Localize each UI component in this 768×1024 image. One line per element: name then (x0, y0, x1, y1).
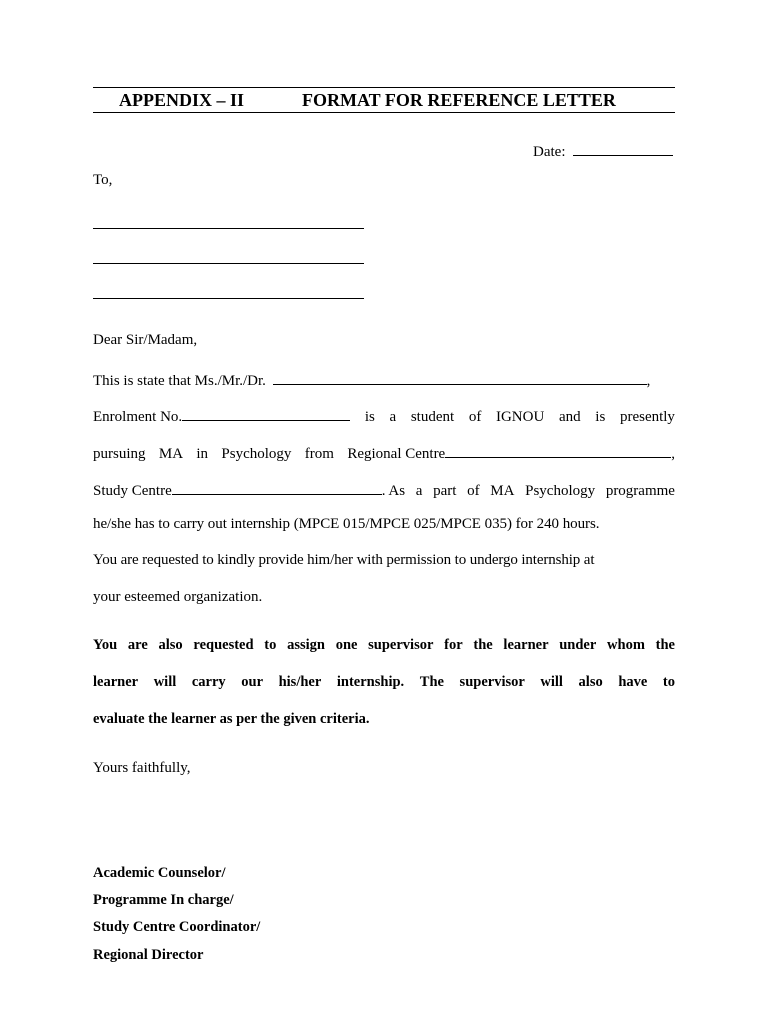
bold-word: supervisor (368, 637, 434, 653)
body-line-2-word: of (468, 409, 482, 425)
heading-top-rule (93, 87, 675, 88)
date-blank[interactable] (573, 141, 673, 156)
body-line-3-word: Psychology (221, 446, 292, 462)
bold-word: his/her (278, 674, 322, 690)
bold-word: our (241, 674, 263, 690)
body-line-2 (93, 406, 675, 426)
bold-word: You (93, 637, 118, 653)
body-line-1-suffix: , (646, 373, 651, 389)
bold-word: will (540, 674, 563, 690)
bold-word: have (618, 674, 648, 690)
body-line-4-word: programme (605, 483, 675, 499)
body-line-4-word: . As (381, 483, 406, 499)
body-line-2-word: is (595, 409, 606, 425)
regional-centre-blank[interactable] (445, 443, 671, 458)
study-centre-blank[interactable] (172, 480, 382, 495)
name-blank[interactable] (273, 370, 647, 385)
appendix-label: APPENDIX – II (119, 90, 245, 110)
to-label: To, (93, 172, 113, 188)
salutation: Dear Sir/Madam, (93, 332, 198, 348)
enrolment-label: Enrolment No. (93, 409, 183, 425)
body-line-7: your esteemed organization. (93, 589, 263, 605)
heading-bottom-rule (93, 112, 675, 113)
bold-word: to (264, 637, 277, 653)
body-line-2-word: student (410, 409, 455, 425)
body-line-4-word: a (415, 483, 423, 499)
bold-paragraph-line-1 (93, 636, 675, 654)
bold-word: supervisor (459, 674, 525, 690)
page-title: FORMAT FOR REFERENCE LETTER (302, 90, 616, 110)
body-line-3-word: from (304, 446, 334, 462)
body-line-3-word: pursuing (93, 446, 146, 462)
bold-word: also (578, 674, 603, 690)
address-line-1[interactable] (93, 228, 364, 229)
bold-word: one (335, 637, 358, 653)
body-line-4-word: of (467, 483, 480, 499)
body-line-4-word: part (433, 483, 457, 499)
bold-word: assign (287, 637, 325, 653)
date-label: Date: (533, 144, 566, 160)
signatory-line: Academic Counselor/ (93, 865, 226, 881)
body-line-5: he/she has to carry out internship (MPCE 015/MPCE 025/MPCE 035) for 240 hours. (93, 516, 600, 532)
body-line-2-word: and (558, 409, 581, 425)
body-line-2-word: presently (619, 409, 675, 425)
body-line-3-word: Centre (405, 446, 446, 462)
page-heading (93, 89, 675, 111)
bold-word: internship. (336, 674, 405, 690)
bold-word: will (153, 674, 177, 690)
body-line-2-word: a (389, 409, 397, 425)
study-centre-label: Study Centre (93, 483, 172, 499)
body-line-3-word: Regional (347, 446, 402, 462)
enrolment-blank[interactable] (182, 406, 350, 421)
body-line-4 (93, 480, 675, 500)
bold-paragraph-line-3: evaluate the learner as per the given criteria. (93, 711, 370, 727)
body-line-2-word: is (364, 409, 375, 425)
body-line-4-word: Psychology (525, 483, 596, 499)
signatory-line: Study Centre Coordinator/ (93, 919, 261, 935)
body-line-1 (93, 370, 675, 390)
bold-word: requested (193, 637, 254, 653)
body-line-3-word: in (196, 446, 209, 462)
bold-word: to (662, 674, 675, 690)
bold-word: the (473, 637, 493, 653)
bold-word: carry (191, 674, 226, 690)
body-line-3-suffix: , (671, 446, 675, 462)
signatory-line: Programme In charge/ (93, 892, 234, 908)
closing: Yours faithfully, (93, 760, 191, 776)
body-line-3-word: MA (158, 446, 184, 462)
body-line-3 (93, 443, 675, 463)
bold-word: also (158, 637, 183, 653)
bold-word: the (655, 637, 675, 653)
bold-word: for (444, 637, 463, 653)
body-line-4-word: MA (490, 483, 515, 499)
bold-word: whom (607, 637, 645, 653)
bold-word: are (127, 637, 148, 653)
address-line-3[interactable] (93, 298, 364, 299)
bold-word: learner (503, 637, 549, 653)
date-field (533, 141, 673, 161)
body-line-2-word: IGNOU (495, 409, 545, 425)
bold-word: learner (93, 674, 139, 690)
body-line-1-prefix: This is state that Ms./Mr./Dr. (93, 373, 266, 389)
bold-paragraph-line-2 (93, 673, 675, 691)
signatory-line: Regional Director (93, 947, 204, 963)
bold-word: The (419, 674, 444, 690)
body-line-6: You are requested to kindly provide him/her with permission to undergo internship at (93, 552, 595, 568)
bold-word: under (559, 637, 597, 653)
address-line-2[interactable] (93, 263, 364, 264)
